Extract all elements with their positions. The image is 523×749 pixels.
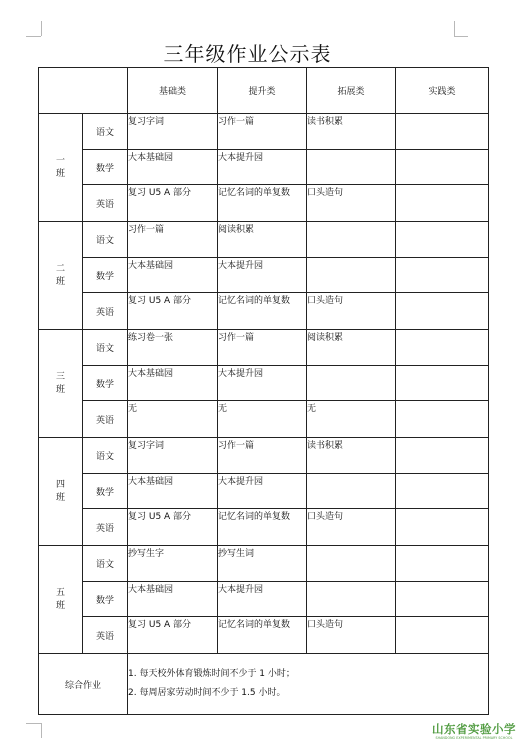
homework-cell: 抄写生字 <box>128 546 218 582</box>
homework-cell: 习作一篇 <box>218 330 307 366</box>
homework-cell <box>396 546 489 582</box>
homework-cell <box>396 114 489 150</box>
homework-cell: 复习字词 <box>128 114 218 150</box>
subject-cell: 数学 <box>83 582 128 617</box>
school-logo-subtitle: SHANDONG EXPERIMENTAL PRIMARY SCHOOL <box>435 736 513 740</box>
crop-mark <box>26 36 41 37</box>
school-logo-name: 山东省实验小学 <box>432 722 516 736</box>
page-title: 三年级作业公示表 <box>163 42 332 66</box>
homework-cell: 复习字词 <box>128 438 218 474</box>
homework-cell <box>396 150 489 185</box>
homework-cell: 复习 U5 A 部分 <box>128 185 218 222</box>
homework-cell: 口头造句 <box>307 509 396 546</box>
subject-cell: 数学 <box>83 150 128 185</box>
class-name-cell: 四 班 <box>39 438 83 546</box>
homework-cell: 无 <box>218 401 307 438</box>
summary-label: 综合作业 <box>39 654 128 715</box>
homework-cell <box>396 582 489 617</box>
subject-cell: 英语 <box>83 293 128 330</box>
crop-mark <box>26 723 41 724</box>
homework-cell: 记忆名词的单复数 <box>218 293 307 330</box>
homework-cell: 抄写生词 <box>218 546 307 582</box>
homework-cell: 大本基础园 <box>128 366 218 401</box>
homework-cell <box>396 617 489 654</box>
homework-cell: 无 <box>307 401 396 438</box>
homework-cell: 记忆名词的单复数 <box>218 509 307 546</box>
homework-table <box>38 67 489 715</box>
subject-cell: 语文 <box>83 114 128 150</box>
table-row <box>39 258 489 293</box>
homework-cell: 大本基础园 <box>128 150 218 185</box>
table-row <box>39 401 489 438</box>
crop-mark <box>454 21 455 36</box>
homework-cell <box>396 474 489 509</box>
homework-cell: 大本基础园 <box>128 258 218 293</box>
homework-cell: 口头造句 <box>307 293 396 330</box>
homework-cell: 读书积累 <box>307 438 396 474</box>
homework-cell <box>307 474 396 509</box>
homework-cell <box>396 258 489 293</box>
homework-cell: 习作一篇 <box>128 222 218 258</box>
table-row <box>39 509 489 546</box>
table-row <box>39 330 489 366</box>
homework-cell: 大本提升园 <box>218 258 307 293</box>
homework-cell: 大本基础园 <box>128 474 218 509</box>
homework-cell: 无 <box>128 401 218 438</box>
homework-cell <box>307 366 396 401</box>
homework-cell <box>396 438 489 474</box>
homework-cell <box>396 185 489 222</box>
table-row <box>39 150 489 185</box>
subject-cell: 英语 <box>83 185 128 222</box>
summary-line: 2. 每周居家劳动时间不少于 1.5 小时。 <box>128 688 286 698</box>
homework-cell: 读书积累 <box>307 114 396 150</box>
class-name-cell: 三 班 <box>39 330 83 438</box>
summary-row <box>39 654 489 715</box>
column-header-improve: 提升类 <box>218 68 307 114</box>
subject-cell: 数学 <box>83 366 128 401</box>
homework-cell: 大本提升园 <box>218 150 307 185</box>
homework-cell: 大本提升园 <box>218 366 307 401</box>
homework-cell: 大本提升园 <box>218 474 307 509</box>
subject-cell: 语文 <box>83 222 128 258</box>
table-row <box>39 617 489 654</box>
table-row <box>39 114 489 150</box>
homework-cell: 记忆名词的单复数 <box>218 185 307 222</box>
homework-cell <box>396 293 489 330</box>
summary-text <box>128 654 489 715</box>
column-header-basic: 基础类 <box>128 68 218 114</box>
table-row <box>39 222 489 258</box>
class-name-cell: 五 班 <box>39 546 83 654</box>
subject-cell: 语文 <box>83 546 128 582</box>
class-name-cell: 一 班 <box>39 114 83 222</box>
column-header-extend: 拓展类 <box>307 68 396 114</box>
subject-cell: 数学 <box>83 474 128 509</box>
homework-cell: 习作一篇 <box>218 114 307 150</box>
table-row <box>39 293 489 330</box>
homework-cell <box>307 258 396 293</box>
subject-cell: 数学 <box>83 258 128 293</box>
subject-cell: 英语 <box>83 617 128 654</box>
homework-cell: 练习卷一张 <box>128 330 218 366</box>
column-header-practice: 实践类 <box>396 68 489 114</box>
class-name-cell: 二 班 <box>39 222 83 330</box>
homework-cell: 复习 U5 A 部分 <box>128 617 218 654</box>
table-row <box>39 185 489 222</box>
homework-cell <box>307 582 396 617</box>
homework-cell <box>307 546 396 582</box>
table-row <box>39 546 489 582</box>
homework-cell <box>396 330 489 366</box>
homework-cell: 习作一篇 <box>218 438 307 474</box>
homework-cell: 记忆名词的单复数 <box>218 617 307 654</box>
homework-cell: 阅读积累 <box>218 222 307 258</box>
summary-line: 1. 每天校外体育锻炼时间不少于 1 小时； <box>128 669 295 679</box>
table-row <box>39 582 489 617</box>
subject-cell: 语文 <box>83 330 128 366</box>
homework-cell: 大本基础园 <box>128 582 218 617</box>
crop-mark <box>454 36 468 37</box>
homework-cell: 大本提升园 <box>218 582 307 617</box>
homework-cell: 口头造句 <box>307 617 396 654</box>
homework-cell: 复习 U5 A 部分 <box>128 509 218 546</box>
homework-cell <box>396 509 489 546</box>
crop-mark <box>41 723 42 738</box>
table-row <box>39 366 489 401</box>
homework-cell <box>396 401 489 438</box>
homework-cell: 口头造句 <box>307 185 396 222</box>
subject-cell: 英语 <box>83 509 128 546</box>
subject-cell: 英语 <box>83 401 128 438</box>
crop-mark <box>41 21 42 36</box>
homework-cell: 复习 U5 A 部分 <box>128 293 218 330</box>
school-logo <box>426 722 522 748</box>
homework-cell <box>307 222 396 258</box>
corner-cell <box>39 68 128 114</box>
subject-cell: 语文 <box>83 438 128 474</box>
homework-cell <box>396 222 489 258</box>
table-row <box>39 474 489 509</box>
table-row <box>39 438 489 474</box>
homework-cell <box>307 150 396 185</box>
homework-cell <box>396 366 489 401</box>
homework-cell: 阅读积累 <box>307 330 396 366</box>
header-row <box>39 68 489 114</box>
